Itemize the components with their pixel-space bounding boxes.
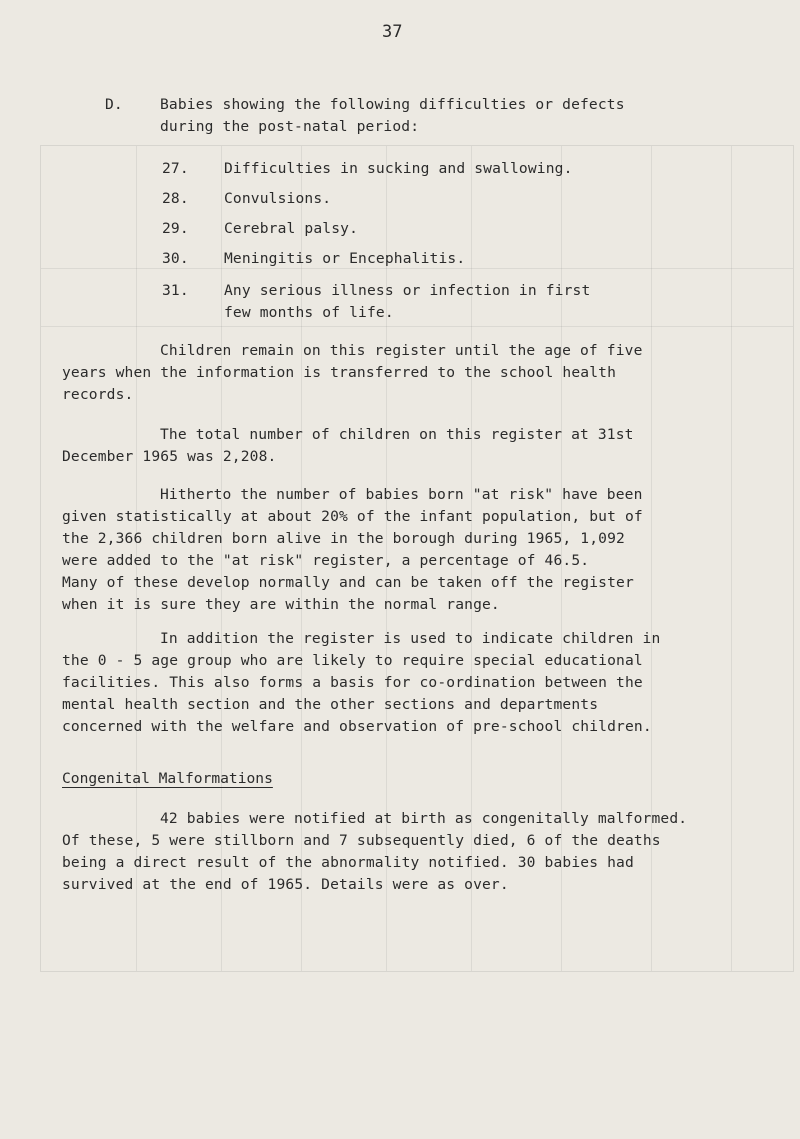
paragraph-line: mental health section and the other sections and departments [62, 696, 599, 713]
paragraph-line: concerned with the welfare and observation of pre-school children. [62, 718, 652, 735]
paragraph-line: The total number of children on this register at 31st [160, 426, 634, 443]
paragraph-line: when it is sure they are within the normal range. [62, 596, 500, 613]
paragraph-line: the 0 - 5 age group who are likely to require special educational [62, 652, 643, 669]
item-text: Cerebral palsy. [224, 220, 359, 237]
paragraph-line: given statistically at about 20% of the infant population, but of [62, 508, 643, 525]
page-number: 37 [382, 22, 403, 42]
paragraph-line: December 1965 was 2,208. [62, 448, 277, 465]
item-text: Difficulties in sucking and swallowing. [224, 160, 573, 177]
section-heading: Congenital Malformations [62, 770, 273, 787]
item-number: 31. [162, 282, 189, 299]
paragraph-line: In addition the register is used to indicate children in [160, 630, 661, 647]
item-text: Any serious illness or infection in first [224, 282, 591, 299]
paragraph-line: Of these, 5 were stillborn and 7 subsequently died, 6 of the deaths [62, 832, 661, 849]
paragraph-line: facilities. This also forms a basis for co-ordination between the [62, 674, 643, 691]
paragraph-line: Hitherto the number of babies born "at risk" have been [160, 486, 643, 503]
paragraph-line: Children remain on this register until the age of five [160, 342, 643, 359]
item-number: 30. [162, 250, 189, 267]
paragraph-line: the 2,366 children born alive in the borough during 1965, 1,092 [62, 530, 625, 547]
paragraph-line: were added to the "at risk" register, a percentage of 46.5. [62, 552, 590, 569]
item-number: 28. [162, 190, 189, 207]
paragraph-line: survived at the end of 1965. Details were as over. [62, 876, 509, 893]
paragraph-line: Many of these develop normally and can be taken off the register [62, 574, 634, 591]
item-text: Convulsions. [224, 190, 332, 207]
paragraph-line: being a direct result of the abnormality notified. 30 babies had [62, 854, 634, 871]
item-text-continued: few months of life. [224, 304, 394, 321]
paragraph-line: records. [62, 386, 134, 403]
item-text: Meningitis or Encephalitis. [224, 250, 466, 267]
section-d-label: D. [105, 96, 123, 113]
item-number: 29. [162, 220, 189, 237]
item-number: 27. [162, 160, 189, 177]
paragraph-line: years when the information is transferred to the school health [62, 364, 617, 381]
section-d-intro-line1: Babies showing the following difficulties or defects [160, 96, 625, 113]
paragraph-line: 42 babies were notified at birth as congenitally malformed. [160, 810, 688, 827]
section-d-intro-line2: during the post-natal period: [160, 118, 420, 135]
